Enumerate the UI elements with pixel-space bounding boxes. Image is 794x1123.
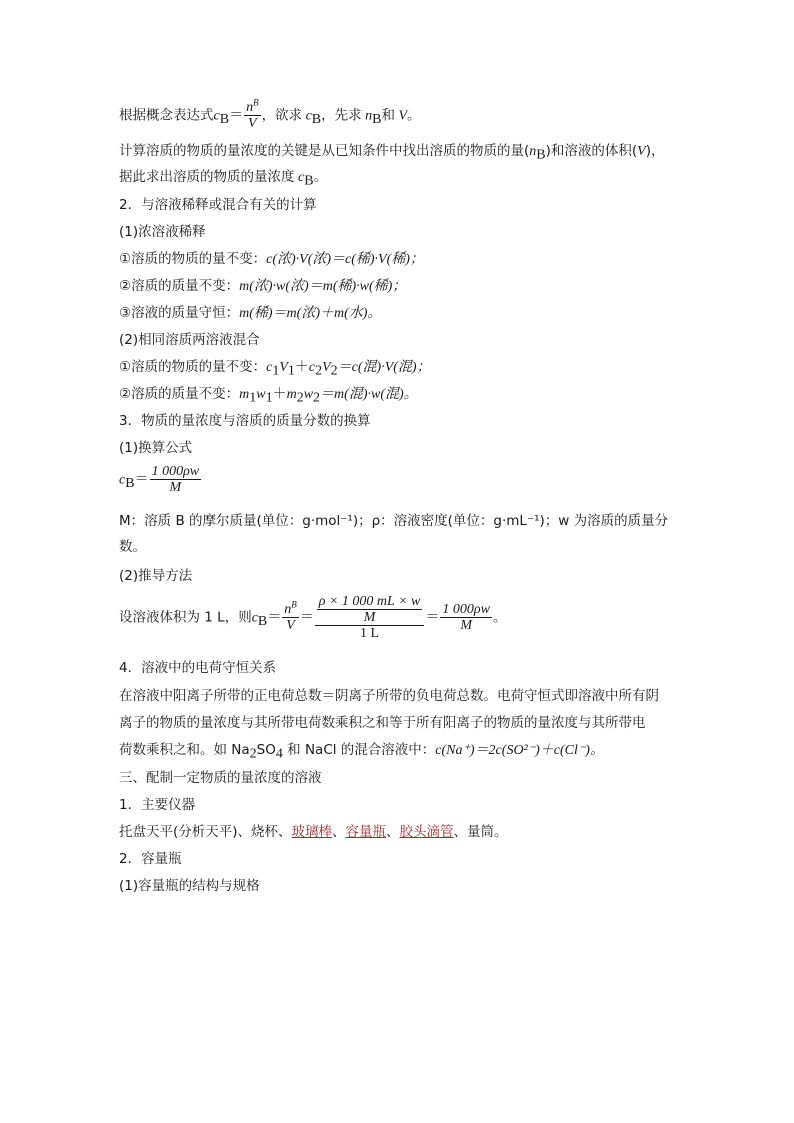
subsection-flask-structure: (1)容量瓶的结构与规格 [119,878,260,894]
symbol-definition-line-2: 数。 [119,539,146,555]
symbol-definition-line: M：溶质 B 的摩尔质量(单位：g·mol⁻¹)；ρ：溶液密度(单位：g·mL⁻¹)；w 为溶质的质量分 [119,513,669,529]
derivation-complex-fraction: $\frac{\frac{\rho \times 1 000 mL \times w}{M}}{1 L}$ [315,594,425,641]
subsection-derivation: (2)推导方法 [119,568,193,584]
charge-paragraph-1: 在溶液中阳离子所带的正电荷总数＝阴离子所带的负电荷总数。电荷守恒式即溶液中所有阴 [119,688,659,704]
subsection-dilution: (1)浓溶液稀释 [119,224,206,240]
instrument-list: 托盘天平(分析天平)、烧杯、玻璃棒、容量瓶、胶头滴管、量筒。 [119,824,508,840]
rule-mixing-mass: ②溶质的质量不变：$m_1w_1+m_2w_2=m$(混)·w(混)。 [119,386,418,406]
part-heading-three: 三、配制一定物质的量浓度的溶液 [119,770,322,786]
rule-moles-constant: ①溶质的物质的量不变：c(浓)·V(浓)＝c(稀)·V(稀)； [119,251,424,267]
charge-paragraph-2: 离子的物质的量浓度与其所带电荷数乘积之和等于所有阳离子的物质的量浓度与其所带电 [119,715,646,731]
rule-solution-mass: ③溶液的质量守恒：m(稀)＝m(浓)＋m(水)。 [119,305,382,321]
rule-mixing-moles: ①溶质的物质的量不变：$c_1V_1+c_2V_2=c$(混)·V(混)； [119,359,431,379]
concept-formula-line: 根据概念表达式$c_B=$ $\frac{n^B}{V}$ ，欲求 $c_B$，先求 $n_B$和 V。 [119,97,421,131]
rule-mass-constant: ②溶质的质量不变：m(浓)·w(浓)＝m(稀)·w(稀)； [119,278,407,294]
glass-rod-term: 玻璃棒 [291,824,333,840]
subsection-mixing: (2)相同溶质两溶液混合 [119,332,260,348]
section-heading-instruments: 1．主要仪器 [119,797,196,813]
key-point-line: 计算溶质的物质的量浓度的关键是从已知条件中找出溶质的物质的量$(n_B)$和溶液的体积(V)， [119,143,665,163]
derivation-formula: 设溶液体积为 1 L，则$c_B=$ $\frac{n^B}{V}$ ＝ $\frac{\frac{\rho \times 1 000 mL \times w}{M}}{1 L}$ ＝ $\frac{1 000\rho w}{M}$ 。 [119,594,507,641]
conversion-fraction: $\frac{1 000\rho w}{M}$ [151,464,200,495]
charge-paragraph-3: 荷数乘积之和。如 $Na_2SO_4$ 和 NaCl 的混合溶液中：c(Na⁺)＝2c(SO²⁻)＋c(Cl⁻)。 [119,742,604,762]
section-heading-3: 3．物质的量浓度与溶质的质量分数的换算 [119,413,371,429]
section-heading-4: 4．溶液中的电荷守恒关系 [119,660,277,676]
derivation-result-fraction: $\frac{1 000\rho w}{M}$ [442,602,490,633]
subsection-conversion-formula: (1)换算公式 [119,440,193,456]
concept-fraction: $\frac{n^B}{V}$ [246,97,259,131]
volumetric-flask-term: 容量瓶 [345,824,387,840]
derivation-fraction-1: $\frac{n^B}{V}$ [284,599,297,633]
section-heading-flask: 2．容量瓶 [119,851,182,867]
section-heading-2: 2．与溶液稀释或混合有关的计算 [119,197,317,213]
conversion-formula: $c_B=$ $\frac{1 000\rho w}{M}$ [119,464,200,495]
key-point-line-2: 据此求出溶质的物质的量浓度 $c_B$。 [119,169,328,189]
dropper-term: 胶头滴管 [399,824,454,840]
